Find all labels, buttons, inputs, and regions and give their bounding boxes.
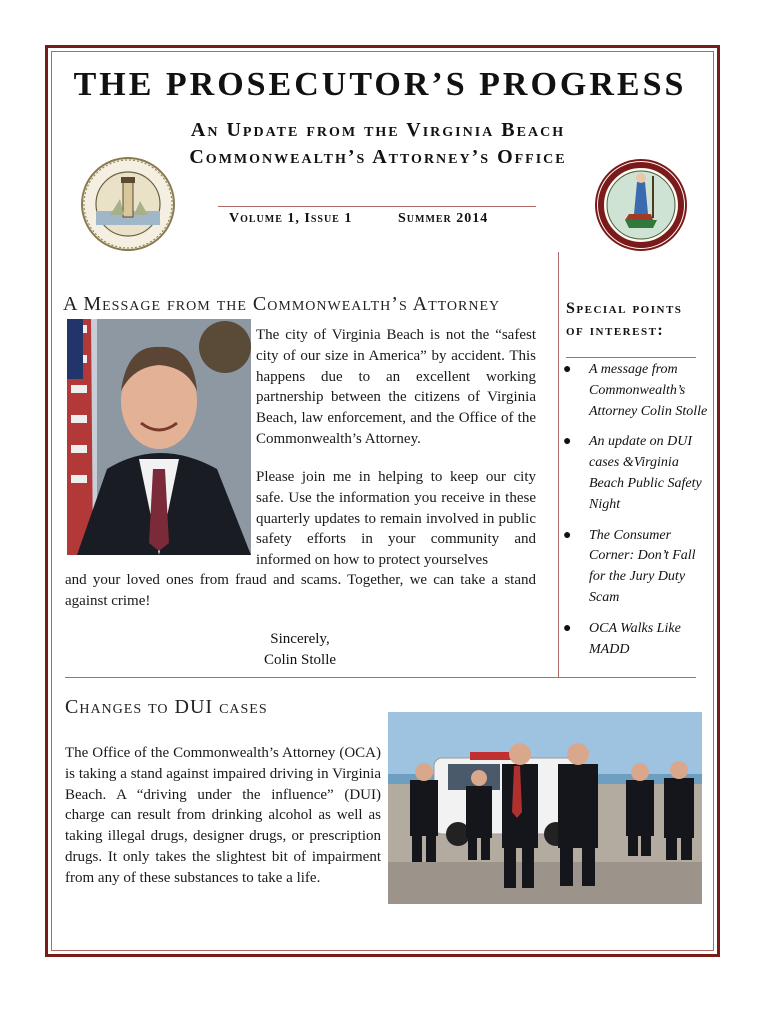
- sidebar-title-rule: [566, 357, 696, 358]
- point-text: An update on DUI cases &Virginia Beach Public Safety Night: [589, 434, 702, 512]
- point-text: OCA Walks Like MADD: [589, 620, 681, 657]
- message-paragraph-1: The city of Virginia Beach is not the “safest city of our size in America” by accident. This happens due to an excellent working partnership between the citizens of Virginia Beach, law enforcement, and the Office of the Commonwealth’s Attorney.: [256, 327, 536, 447]
- commonwealth-attorney-portrait: [67, 319, 251, 555]
- newsletter-title: THE PROSECUTOR’S PROGRESS: [73, 66, 687, 103]
- officers-group-photo: [388, 712, 702, 904]
- message-paragraph-2: Please join me in helping to keep our city safe. Use the information you receive in these quarterly updates to remain involved in public safety efforts in your community and informed on how to protect yourselves: [256, 469, 536, 569]
- bullet-icon: ●: [563, 362, 572, 377]
- message-heading: A Message from the Commonwealth’s Attorney: [63, 293, 501, 315]
- point-text: A message from Commonwealth’s Attorney Colin Stolle: [589, 362, 708, 419]
- newsletter-subtitle: An Update from the Virginia Beach Commonwealth’s Attorney’s Office: [189, 119, 567, 168]
- point-text: The Consumer Corner: Don’t Fall for the Jury Duty Scam: [589, 527, 696, 605]
- dui-heading: Changes to DUI cases: [65, 696, 268, 718]
- section-divider: [65, 677, 696, 678]
- volume-issue: Volume 1, Issue 1: [229, 211, 353, 226]
- sidebar-title: Special points of interest:: [566, 300, 683, 339]
- list-item: [563, 526, 713, 609]
- masthead-divider: [218, 206, 536, 207]
- sidebar-divider: [558, 252, 559, 677]
- issue-season: Summer 2014: [398, 211, 489, 226]
- list-item: [563, 619, 713, 661]
- bullet-icon: ●: [563, 527, 572, 543]
- virginia-state-seal: [595, 158, 687, 252]
- message-paragraph-2-continued: and your loved ones from fraud and scams. Together, we can take a stand against crime!: [65, 572, 536, 609]
- signature: Colin Stolle: [263, 652, 337, 668]
- city-of-virginia-beach-seal: [80, 155, 176, 253]
- closing: Sincerely,: [270, 631, 330, 647]
- special-points-list: [563, 360, 713, 670]
- bullet-icon: ●: [563, 434, 572, 450]
- list-item: [563, 432, 713, 515]
- dui-paragraph: The Office of the Commonwealth’s Attorney (OCA) is taking a stand against impaired driving in Virginia Beach. A “driving under the influence” (DUI) charge can result from drinking alcohol as well as taking illegal drugs, designer drugs, or prescription drugs. It only takes the slightest bit of impairment from any of these substances to take a life.: [65, 745, 381, 886]
- list-item: [563, 360, 713, 422]
- bullet-icon: ●: [563, 620, 572, 636]
